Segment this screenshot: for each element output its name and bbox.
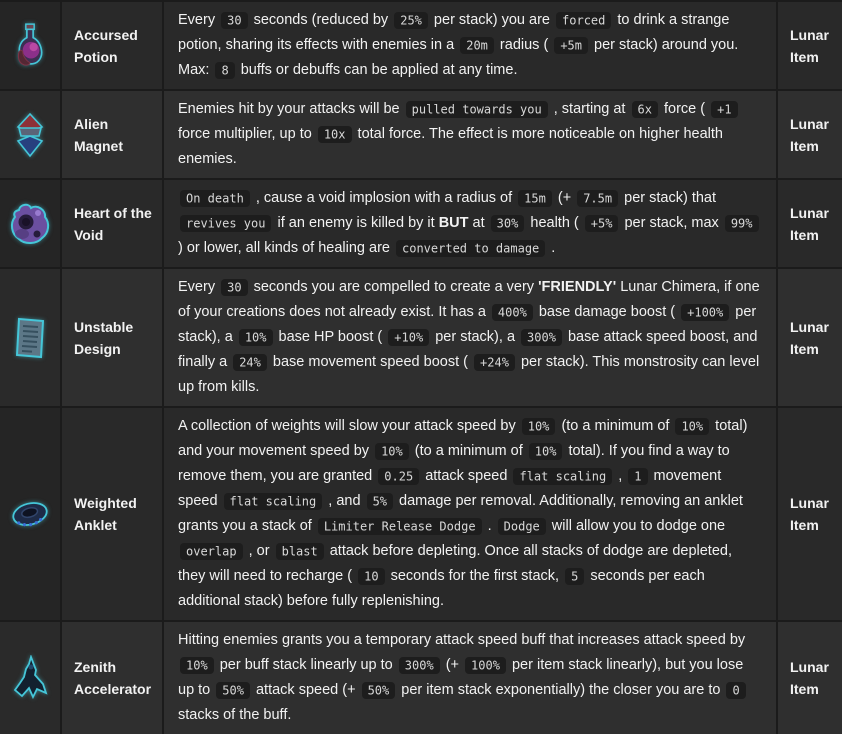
bold-text: BUT <box>438 215 469 231</box>
item-category-cell <box>778 408 842 620</box>
value-badge: 10% <box>522 418 556 435</box>
value-badge: 99% <box>725 215 759 232</box>
item-category-cell <box>778 2 842 89</box>
item-name: Accursed Potion <box>74 26 138 65</box>
value-badge: 25% <box>394 12 428 29</box>
value-badge: 10% <box>529 443 563 460</box>
item-name: Heart of the Void <box>74 204 152 243</box>
item-icon-cell <box>0 622 60 734</box>
heart-of-the-void-icon <box>7 201 53 247</box>
value-badge: 10% <box>675 418 709 435</box>
item-category: Lunar Item <box>790 495 829 533</box>
item-category: Lunar Item <box>790 659 829 697</box>
item-name-cell <box>62 91 162 178</box>
value-badge: On death <box>180 190 250 207</box>
item-name-cell <box>62 2 162 89</box>
item-description-cell <box>164 408 776 620</box>
item-icon-cell <box>0 180 60 267</box>
value-badge: Dodge <box>498 518 546 535</box>
value-badge: 0 <box>726 682 745 699</box>
item-description-cell <box>164 180 776 267</box>
value-badge: 100% <box>465 657 506 674</box>
accursed-potion-icon <box>12 21 48 71</box>
value-badge: 8 <box>215 62 234 79</box>
value-badge: 10% <box>375 443 409 460</box>
value-badge: flat scaling <box>224 493 323 510</box>
item-description-cell <box>164 622 776 734</box>
value-badge: 24% <box>233 354 267 371</box>
value-badge: +10% <box>388 329 429 346</box>
item-category-cell <box>778 622 842 734</box>
value-badge: +100% <box>681 304 729 321</box>
item-category-cell <box>778 180 842 267</box>
item-icon-cell <box>0 2 60 89</box>
value-badge: +24% <box>474 354 515 371</box>
item-description: A collection of weights will slow your attack speed by 10% (to a minimum of 10% total) and your movement speed by 10% (to a minimum of 10% total). If you find a way to remove them, you are granted 0.25 attack speed flat scaling , 1 movement speed flat scaling , and 5% damage per removal. Additionally, removing an anklet grants you a stack of Limiter Release Dodge . Dodge will allow you to dodge one overlap , or blast attack before depleting. Once all stacks of dodge are depleted, they will need to recharge ( 10 seconds for the first stack, 5 seconds per each additional stack) before fully replenishing. <box>178 418 748 609</box>
alien-magnet-icon <box>13 112 47 158</box>
item-name: Unstable Design <box>74 318 134 357</box>
value-badge: 50% <box>362 682 396 699</box>
item-description-cell <box>164 269 776 406</box>
value-badge: 0.25 <box>378 468 419 485</box>
value-badge: +5m <box>554 37 588 54</box>
item-description: Hitting enemies grants you a temporary attack speed buff that increases attack speed by 10% per buff stack linearly up to 300% (+ 100% per item stack linearly), but you lose up to 50% attack speed (+ 50% per item stack exponentially) the closer you are to 0 stacks of the buff. <box>178 632 746 723</box>
item-description-cell <box>164 2 776 89</box>
value-badge: 10% <box>239 329 273 346</box>
table-row <box>0 269 842 406</box>
zenith-accelerator-icon <box>9 655 51 701</box>
item-icon-cell <box>0 269 60 406</box>
item-name-cell <box>62 622 162 734</box>
item-category: Lunar Item <box>790 115 829 154</box>
item-category: Lunar Item <box>790 26 829 65</box>
value-badge: 10 <box>358 568 384 585</box>
table-row <box>0 91 842 178</box>
value-badge: 30% <box>491 215 525 232</box>
item-category: Lunar Item <box>790 318 829 357</box>
value-badge: 300% <box>521 329 562 346</box>
value-badge: revives you <box>180 215 271 232</box>
value-badge: flat scaling <box>513 468 612 485</box>
item-name: Alien Magnet <box>74 115 123 154</box>
item-icon-cell <box>0 408 60 620</box>
value-badge: 5 <box>565 568 584 585</box>
item-name: Zenith Accelerator <box>74 659 152 697</box>
value-badge: forced <box>556 12 611 29</box>
value-badge: 300% <box>399 657 440 674</box>
table-row <box>0 622 842 734</box>
value-badge: 5% <box>367 493 393 510</box>
bold-text: 'FRIENDLY' <box>538 279 617 295</box>
unstable-design-icon <box>10 313 50 363</box>
item-description: Every 30 seconds (reduced by 25% per stack) you are forced to drink a strange potion, sharing its effects with enemies in a 20m radius ( +5m per stack) around you. Max: 8 buffs or debuffs can be applied at any time. <box>178 12 739 78</box>
item-icon-cell <box>0 91 60 178</box>
item-name-cell <box>62 180 162 267</box>
weighted-anklet-icon <box>6 494 54 534</box>
item-category-cell <box>778 269 842 406</box>
value-badge: 6x <box>632 101 658 118</box>
item-name-cell <box>62 269 162 406</box>
item-description: Enemies hit by your attacks will be pulled towards you , starting at 6x force ( +1 force multiplier, up to 10x total force. The effect is more noticeable on higher health enemies. <box>178 97 762 172</box>
item-description: Every 30 seconds you are compelled to create a very 'FRIENDLY' Lunar Chimera, if one of your creations does not already exist. It has a 400% base damage boost ( +100% per stack), a 10% base HP boost ( +10% per stack), a 300% base attack speed boost, and finally a 24% base movement speed boost ( +24% per stack). This monstrosity can level up from kills. <box>178 279 760 395</box>
value-badge: 10% <box>180 657 214 674</box>
value-badge: blast <box>276 543 324 560</box>
item-category-cell <box>778 91 842 178</box>
value-badge: +5% <box>585 215 619 232</box>
table-row <box>0 2 842 89</box>
item-name: Weighted Anklet <box>74 495 137 533</box>
item-description-cell <box>164 91 776 178</box>
table-row <box>0 408 842 620</box>
value-badge: 400% <box>492 304 533 321</box>
value-badge: 1 <box>628 468 647 485</box>
value-badge: overlap <box>180 543 243 560</box>
value-badge: pulled towards you <box>406 101 548 118</box>
value-badge: 50% <box>216 682 250 699</box>
value-badge: +1 <box>711 101 737 118</box>
value-badge: converted to damage <box>396 240 545 257</box>
item-description: On death , cause a void implosion with a radius of 15m (+ 7.5m per stack) that revives you if an enemy is killed by it BUT at 30% health ( +5% per stack, max 99% ) or lower, all kinds of healing are converted to damage . <box>178 186 762 261</box>
value-badge: 7.5m <box>577 190 618 207</box>
value-badge: 15m <box>518 190 552 207</box>
item-name-cell <box>62 408 162 620</box>
value-badge: 10x <box>318 126 352 143</box>
value-badge: Limiter Release Dodge <box>318 518 482 535</box>
item-category: Lunar Item <box>790 204 829 243</box>
value-badge: 20m <box>460 37 494 54</box>
table-row <box>0 180 842 267</box>
value-badge: 30 <box>221 12 247 29</box>
value-badge: 30 <box>221 279 247 296</box>
